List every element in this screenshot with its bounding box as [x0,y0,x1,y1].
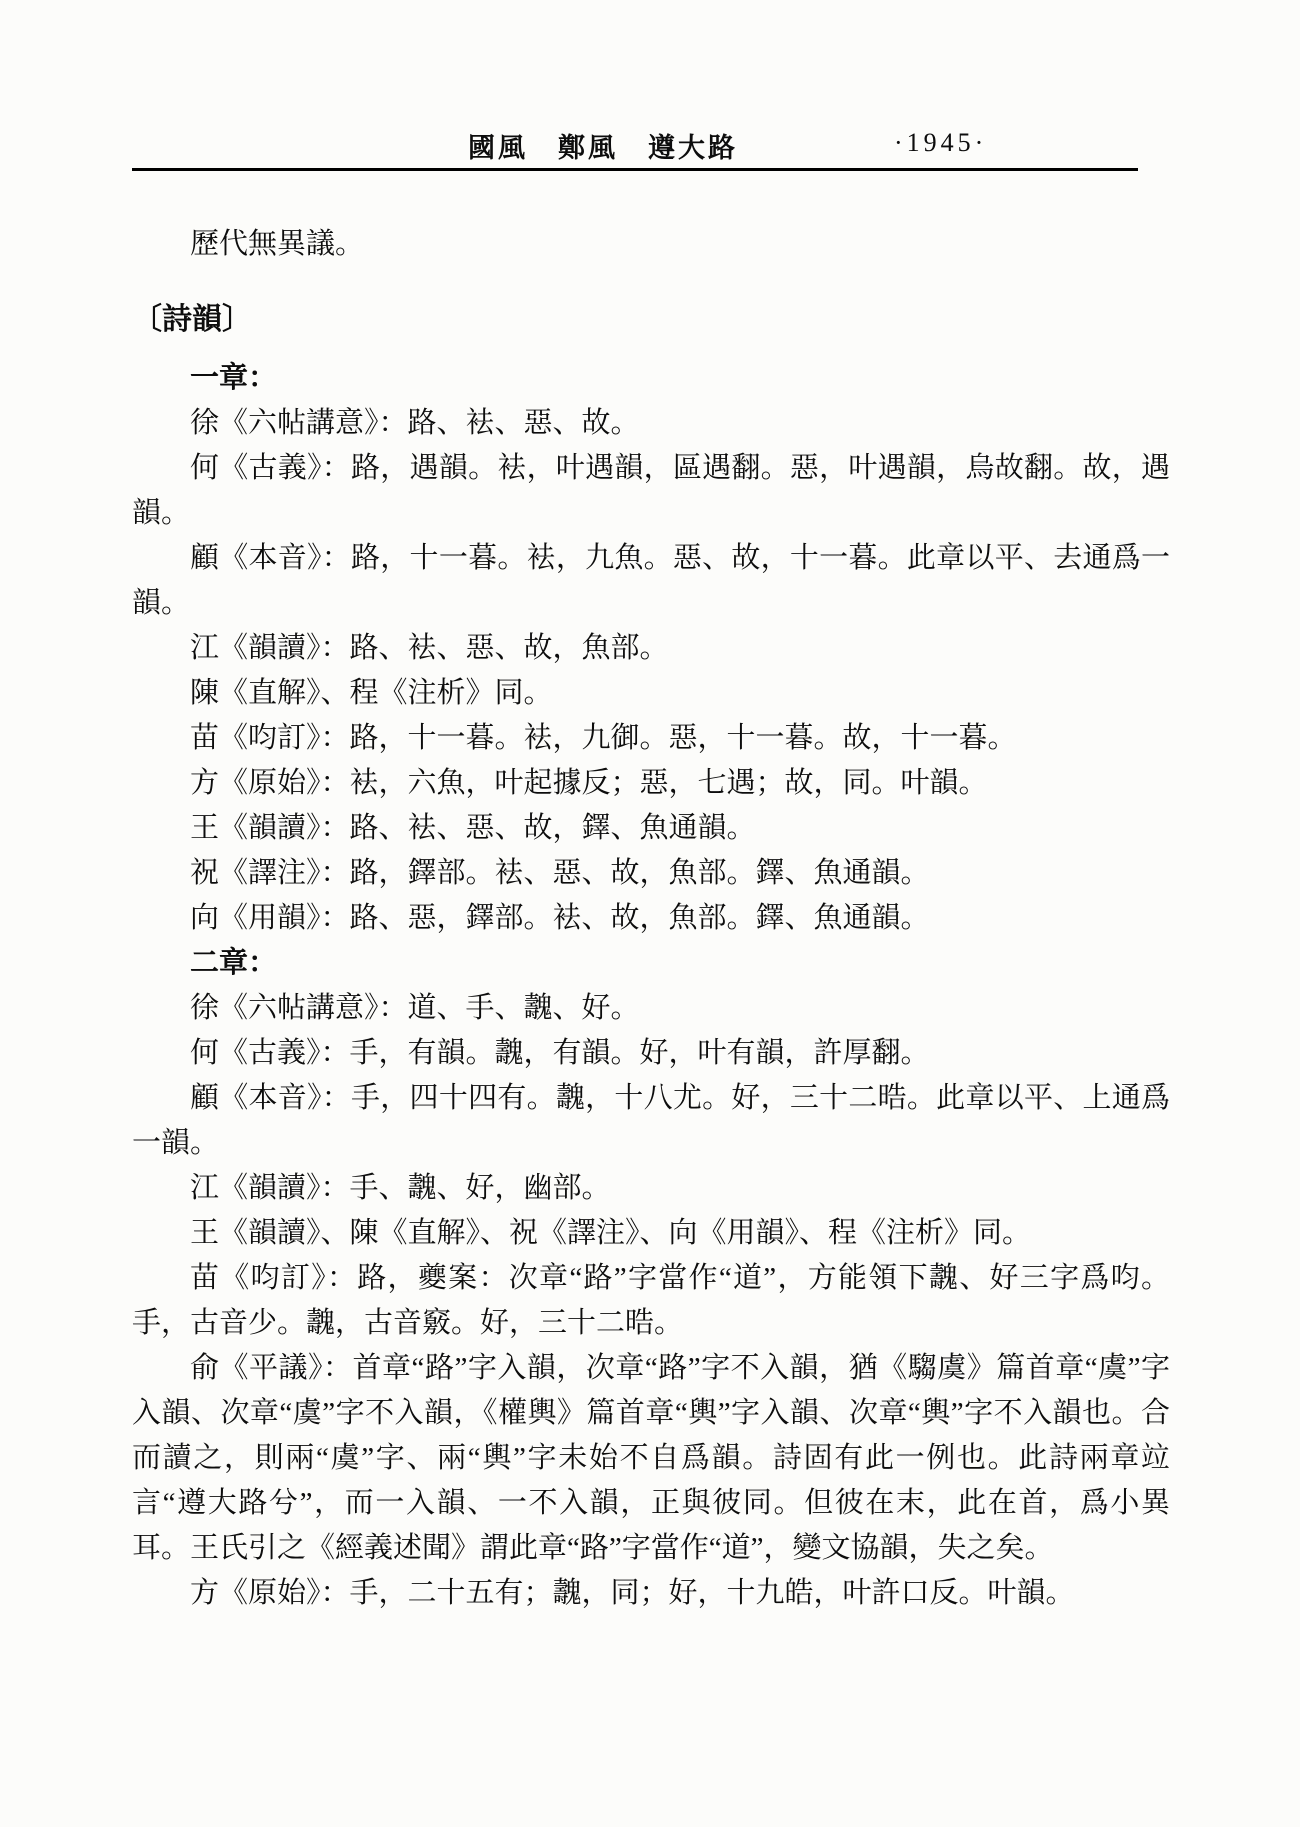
section-heading: 〔詩韻〕 [132,303,252,336]
content-body [132,222,1170,1616]
entry-paragraph: 祝《譯注》：路，鐸部。袪、惡、故，魚部。鐸、魚通韻。 [190,857,930,889]
entry-paragraph: 向《用韻》：路、惡，鐸部。袪、故，魚部。鐸、魚通韻。 [190,902,930,934]
entry-paragraph: 王《韻讀》、陳《直解》、祝《譯注》、向《用韻》、程《注析》同。 [190,1217,1032,1249]
entry-paragraph: 苗《呁訂》：路，十一暮。袪，九御。惡，十一暮。故，十一暮。 [190,722,1017,754]
header-divider [132,168,1138,171]
entry-paragraph: 俞《平議》：首章“路”字入韻，次章“路”字不入韻，猶《騶虞》篇首章“虞”字入韻、次章“虞”字不入韻，《權輿》篇首章“輿”字入韻、次章“輿”字不入韻也。合而讀之，則兩“虞”字、兩“輿”字未始不自爲韻。詩固有此一例也。此詩兩章竝言“遵大路兮”，而一入韻、一不入韻，正與彼同。但彼在末，此在首，爲小異耳。王氏引之《經義述聞》謂此章“路”字當作“道”，變文協韻，失之矣。 [132,1352,1170,1564]
entry-paragraph: 陳《直解》、程《注析》同。 [190,677,553,709]
entry-paragraph: 方《原始》：袪，六魚，叶起據反；惡，七遇；故，同。叶韻。 [190,767,988,799]
page-number: ·1945· [894,128,988,157]
entry-paragraph: 徐《六帖講意》：道、手、魗、好。 [190,992,640,1024]
intro-paragraph: 歷代無異議。 [190,228,365,260]
chapter-heading: 二章： [190,947,278,979]
entry-paragraph: 何《古義》：手，有韻。魗，有韻。好，叶有韻，許厚翻。 [190,1037,930,1069]
running-head-title: 國風 鄭風 遵大路 [468,133,738,163]
chapter-heading: 一章： [190,362,278,394]
entry-paragraph: 徐《六帖講意》：路、袪、惡、故。 [190,407,640,439]
entry-paragraph: 王《韻讀》：路、袪、惡、故，鐸、魚通韻。 [190,812,756,844]
entry-paragraph: 苗《呁訂》：路，夔案：次章“路”字當作“道”，方能領下魗、好三字爲呁。手，古音少。魗，古音竅。好，三十二晧。 [132,1262,1170,1339]
entry-paragraph: 方《原始》：手，二十五有；魗，同；好，十九皓，叶許口反。叶韻。 [190,1577,1075,1609]
entry-paragraph: 顧《本音》：路，十一暮。袪，九魚。惡、故，十一暮。此章以平、去通爲一韻。 [132,542,1170,619]
entry-paragraph: 何《古義》：路，遇韻。袪，叶遇韻，區遇翻。惡，叶遇韻，烏故翻。故，遇韻。 [132,452,1170,529]
entry-paragraph: 江《韻讀》：手、魗、好，幽部。 [190,1172,611,1204]
entry-paragraph: 顧《本音》：手，四十四有。魗，十八尤。好，三十二晧。此章以平、上通爲一韻。 [132,1082,1170,1159]
page-header [132,126,1170,168]
entry-paragraph: 江《韻讀》：路、袪、惡、故，魚部。 [190,632,669,664]
